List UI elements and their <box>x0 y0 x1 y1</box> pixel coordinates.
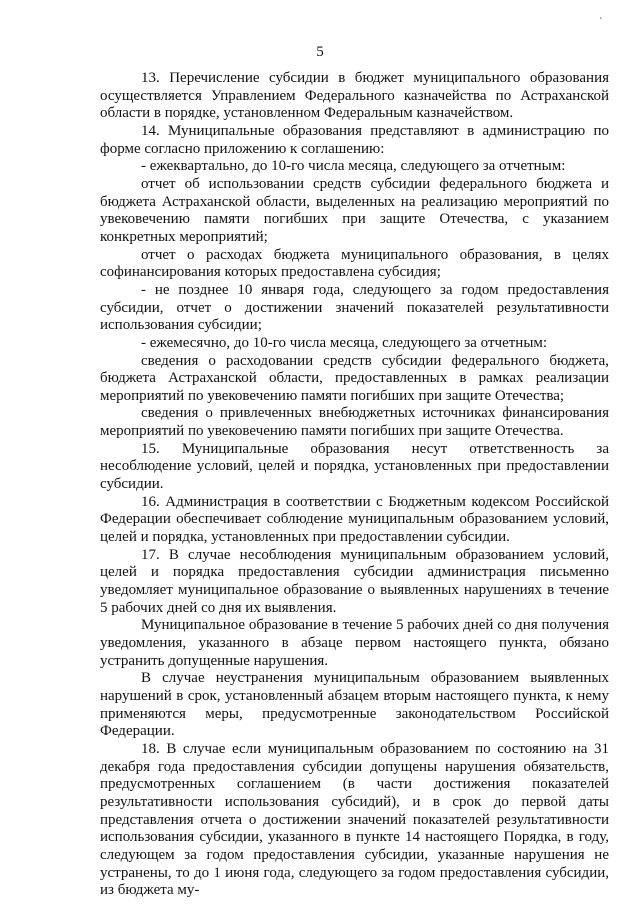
paragraph-17: 17. В случае несоблюдения муниципальным образованием условий, целей и порядка предоставления субсидии администрация письменно уведомляет муниципальное образование о выявленных нарушениях в течение 5 рабочих дней со дня их выявления. <box>100 546 609 616</box>
document-body <box>100 70 609 900</box>
paragraph-18: 18. В случае если муниципальным образованием по состоянию на 31 декабря года предоставления субсидии допущены нарушения обязательств, предусмотренных соглашением (в части достижения показателей результативности использования субсидий), и в срок до первой даты представления отчета о достижении значений показателей результативности использования субсидии, указанного в пункте 14 настоящего Порядка, в году, следующем за годом предоставления субсидии, указанные нарушения не устранены, то до 1 июня года, следующего за годом предоставления субсидии, из бюджета му- <box>100 740 609 899</box>
paragraph-14-extra-funding-info: сведения о привлеченных внебюджетных источниках финансирования мероприятий по увековечению памяти погибших при защите Отечества. <box>100 405 609 440</box>
paragraph-17-third: В случае неустранения муниципальным образованием выявленных нарушений в срок, установленный абзацем вторым настоящего пункта, к нему применяются меры, предусмотренные законодательством Российской Федерации. <box>100 670 609 740</box>
paragraph-17-second: Муниципальное образование в течение 5 рабочих дней со дня получения уведомления, указанного в абзаце первом настоящего пункта, обязано устранить допущенные нарушения. <box>100 617 609 669</box>
corner-mark: ' <box>600 16 602 27</box>
paragraph-14: 14. Муниципальные образования представляют в администрацию по форме согласно приложению к соглашению: <box>100 122 609 157</box>
paragraph-14-annual: - не позднее 10 января года, следующего за годом предоставления субсидии, отчет о достижении значений показателей результативности использования субсидии; <box>100 281 609 334</box>
paragraph-14-report-federal: отчет об использовании средств субсидии федерального бюджета и бюджета Астраханской области, выделенных на реализацию мероприятий по увековечению памяти погибших при защите Отечества, с указанием конкретных мероприятий; <box>100 175 609 245</box>
paragraph-14-spending-info: сведения о расходовании средств субсидии федерального бюджета, бюджета Астраханской области, предоставленных в рамках реализации мероприятий по увековечению памяти погибших при защите Отечества; <box>100 352 609 404</box>
paragraph-13: 13. Перечисление субсидии в бюджет муниципального образования осуществляется Управлением Федерального казначейства по Астраханской области в порядке, установленном Федеральным казначейством. <box>100 70 609 122</box>
paragraph-14-quarterly: - ежеквартально, до 10-го числа месяца, следующего за отчетным: <box>141 158 566 175</box>
paragraph-15: 15. Муниципальные образования несут ответственность за несоблюдение условий, целей и порядка, установленных при предоставлении субсидии. <box>100 440 609 493</box>
paragraph-14-report-municipal: отчет о расходах бюджета муниципального образования, в целях софинансирования которых предоставлена субсидия; <box>100 246 609 281</box>
paragraph-16: 16. Администрация в соответствии с Бюджетным кодексом Российской Федерации обеспечивает соблюдение муниципальным образованием условий, целей и порядка, установленных при предоставлении субсидии. <box>100 493 609 546</box>
paragraph-14-monthly: - ежемесячно, до 10-го числа месяца, следующего за отчетным: <box>141 334 548 351</box>
page-number: 5 <box>316 44 324 60</box>
